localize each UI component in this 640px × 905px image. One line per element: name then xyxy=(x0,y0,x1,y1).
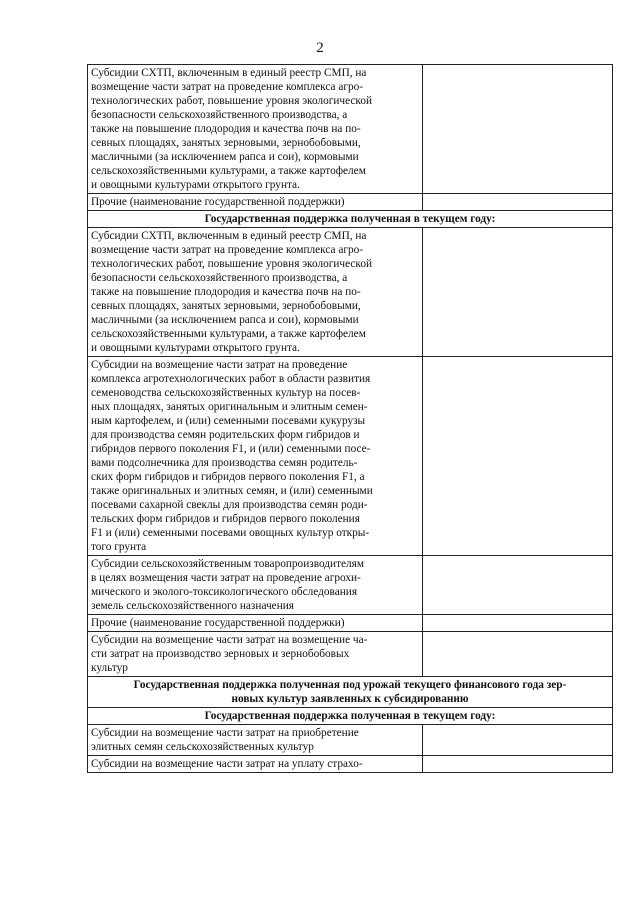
section-heading-row xyxy=(88,677,613,708)
table-row xyxy=(88,194,613,211)
row-label: Субсидии на возмещение части затрат на проведение комплекса агротехнологических работ в области развития семеноводства сельскохозяйственных культур на посев- ных площадях, занятых оригинальным и элитным семен- ным картофелем, и (или) семенными посевами кукурузы для производства семян родительских форм гибридов и гибридов первого поколения F1, и (или) семенными посе- вами подсолнечника для производства семян родитель- ских форм гибридов и гибридов первого поколения F1, а также оригинальных и элитных семян, и (или) семенными посевами сахарной свеклы для производства семян роди- тельских форм гибридов и гибридов первого поколения F1 и (или) семенными посевами овощных культур откры- того грунта xyxy=(88,357,423,556)
section-heading-row xyxy=(88,708,613,725)
table-row xyxy=(88,357,613,556)
section-heading-row xyxy=(88,211,613,228)
row-value-cell xyxy=(423,65,613,194)
table-row xyxy=(88,65,613,194)
section-heading: Государственная поддержка полученная под урожай текущего финансового года зер- новых культур заявленных к субсидированию xyxy=(88,677,613,708)
row-label: Субсидии на возмещение части затрат на уплату страхо- xyxy=(88,756,423,773)
table-row xyxy=(88,228,613,357)
row-label: Прочие (наименование государственной поддержки) xyxy=(88,194,423,211)
row-value-cell xyxy=(423,194,613,211)
table-row xyxy=(88,615,613,632)
section-heading: Государственная поддержка полученная в текущем году: xyxy=(88,211,613,228)
row-label: Субсидии сельскохозяйственным товаропроизводителям в целях возмещения части затрат на проведение агрохи- мического и эколого-токсикологического обследования земель сельскохозяйственного назначения xyxy=(88,556,423,615)
row-value-cell xyxy=(423,725,613,756)
row-label: Прочие (наименование государственной поддержки) xyxy=(88,615,423,632)
table-row xyxy=(88,756,613,773)
table-row xyxy=(88,632,613,677)
row-value-cell xyxy=(423,632,613,677)
page-number: 2 xyxy=(316,40,324,56)
row-value-cell xyxy=(423,756,613,773)
row-label: Субсидии СХТП, включенным в единый реестр СМП, на возмещение части затрат на проведение комплекса агро- технологических работ, повышение уровня экологической безопасности сельскохозяйственного производства, а также на повышение плодородия и качества почв на по- севных площадях, занятых зерновыми, зернобобовыми, масличными (за исключением рапса и сои), кормовыми сельскохозяйственными культурами, а также картофелем и овощными культурами открытого грунта. xyxy=(88,65,423,194)
row-value-cell xyxy=(423,228,613,357)
section-heading: Государственная поддержка полученная в текущем году: xyxy=(88,708,613,725)
table-row xyxy=(88,725,613,756)
row-label: Субсидии СХТП, включенным в единый реестр СМП, на возмещение части затрат на проведение комплекса агро- технологических работ, повышение уровня экологической безопасности сельскохозяйственного производства, а также на повышение плодородия и качества почв на по- севных площадях, занятых зерновыми, зернобобовыми, масличными (за исключением рапса и сои), кормовыми сельскохозяйственными культурами, а также картофелем и овощными культурами открытого грунта. xyxy=(88,228,423,357)
subsidy-table xyxy=(87,64,613,773)
row-value-cell xyxy=(423,357,613,556)
row-label: Субсидии на возмещение части затрат на возмещение ча- сти затрат на производство зерновых и зернобобовых культур xyxy=(88,632,423,677)
row-value-cell xyxy=(423,615,613,632)
row-value-cell xyxy=(423,556,613,615)
row-label: Субсидии на возмещение части затрат на приобретение элитных семян сельскохозяйственных культур xyxy=(88,725,423,756)
table-row xyxy=(88,556,613,615)
